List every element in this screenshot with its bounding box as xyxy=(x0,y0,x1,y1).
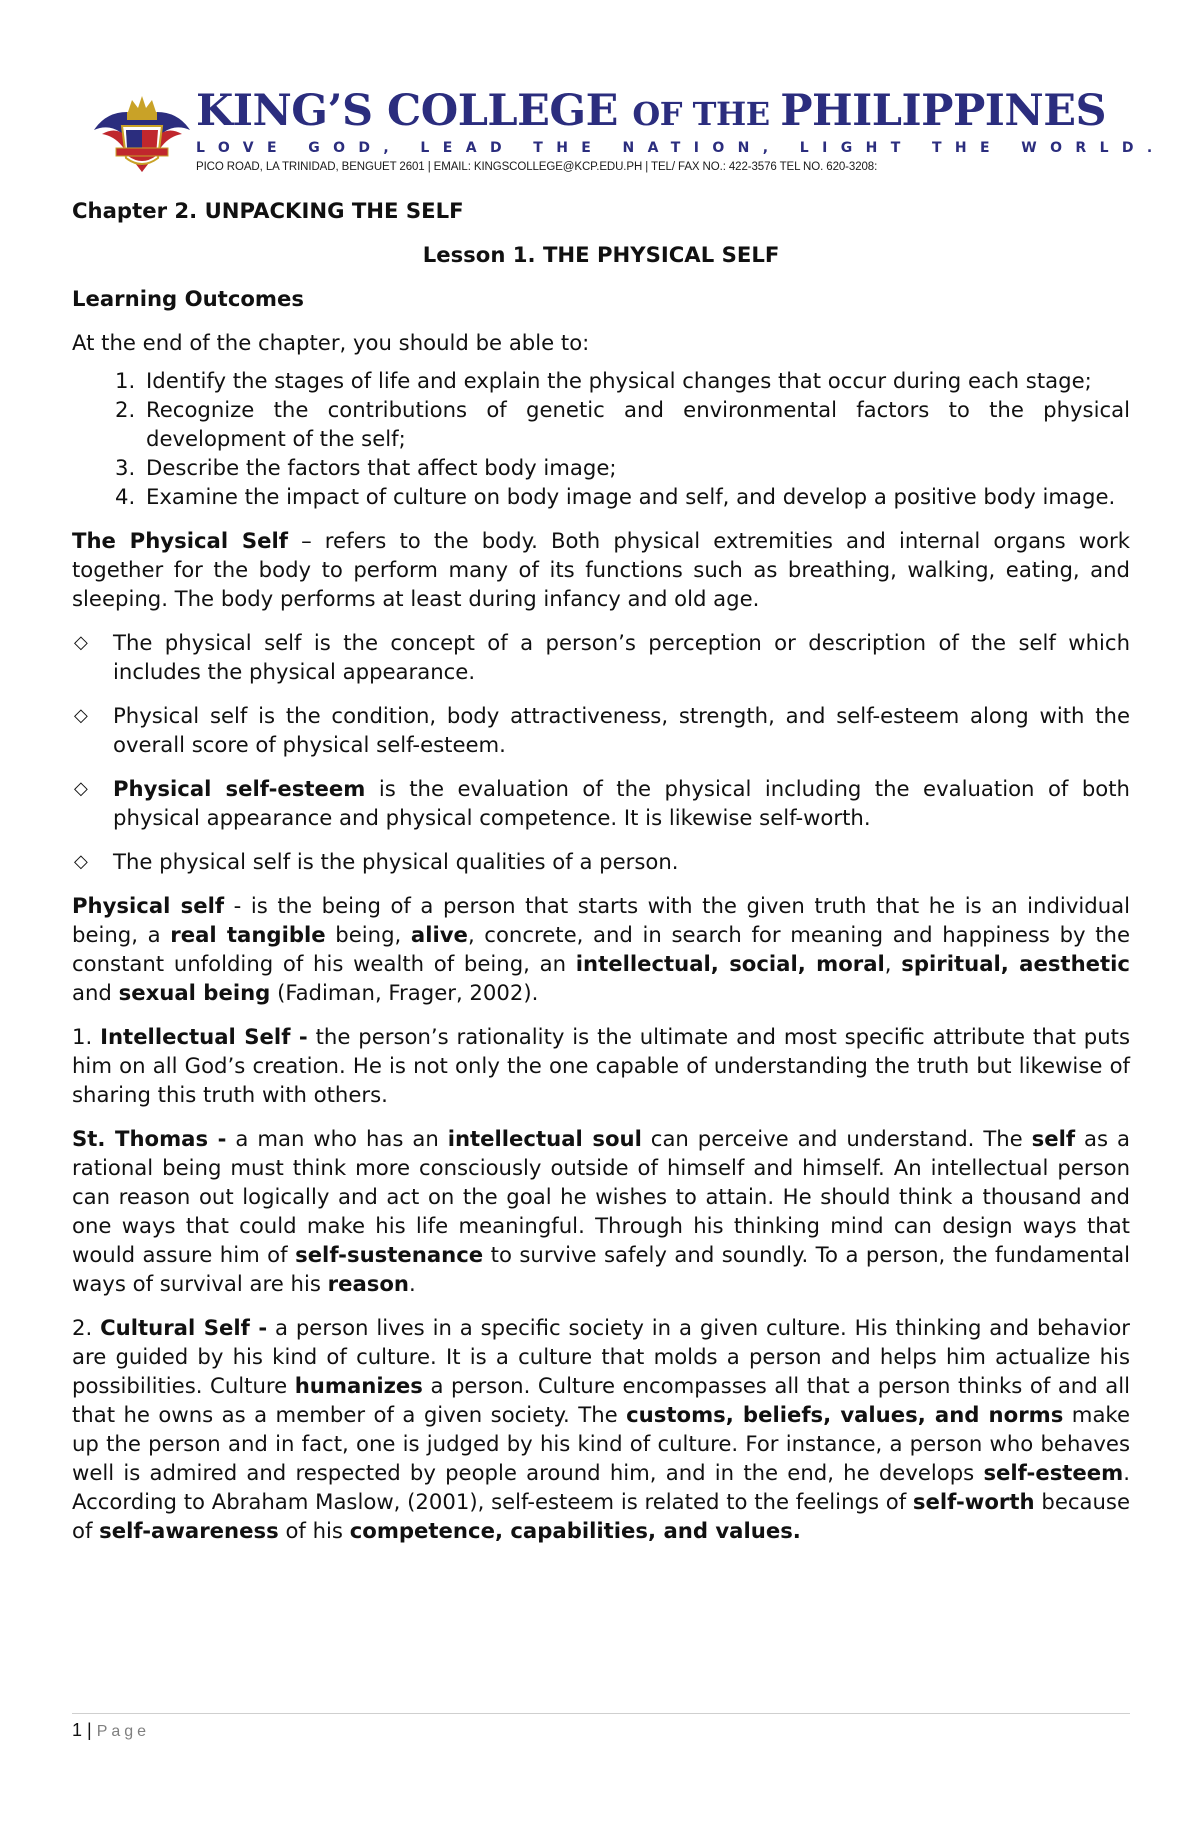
text: make up the person and in fact, one is judged by his kind of culture. For instance, a person who behaves well is admired and respected by people around him, and in the end, he develops xyxy=(72,1402,1130,1485)
document-body xyxy=(72,196,1130,1560)
text: , concrete, and in search for meaning and happiness by the constant unfolding of his wealth of being, an xyxy=(72,922,1131,976)
term: Physical self-esteem xyxy=(113,776,366,801)
college-name-part: PHILIPPINES xyxy=(780,86,1107,136)
term: humanizes xyxy=(294,1373,423,1398)
term: The Physical Self xyxy=(72,528,288,553)
term: Physical self xyxy=(72,893,225,918)
text: , xyxy=(884,951,902,976)
diamond-bullet-list xyxy=(72,628,1130,876)
text: of his xyxy=(278,1518,350,1543)
term: self xyxy=(1031,1126,1076,1151)
college-motto: LOVE GOD, LEAD THE NATION, LIGHT THE WORLD. xyxy=(196,140,1166,156)
diamond-bullet-icon: ◇ xyxy=(74,705,88,726)
text: and xyxy=(72,980,119,1005)
bullet-item xyxy=(72,847,1130,876)
text: . According to Abraham Maslow, (2001), self-esteem is related to the feelings of xyxy=(72,1460,1130,1514)
term: competence, capabilities, and values. xyxy=(349,1518,801,1543)
college-name-part: KING’S COLLEGE xyxy=(196,86,633,136)
diamond-bullet-icon: ◇ xyxy=(74,778,88,799)
college-seal-logo xyxy=(92,86,192,178)
term: St. Thomas - xyxy=(72,1126,227,1151)
term: self-sustenance xyxy=(295,1242,484,1267)
page-number: 1 xyxy=(72,1720,83,1740)
page-label: Page xyxy=(96,1723,151,1740)
text: the person’s rationality is the ultimate and most specific attribute that puts him on all God’s creation. He is not only the one capable of understanding the truth but likewise of sharing this truth with others. xyxy=(72,1024,1130,1107)
outcome-item: 3. Describe the factors that affect body image; xyxy=(142,453,1130,482)
term: spiritual, aesthetic xyxy=(901,951,1130,976)
college-name xyxy=(196,86,1106,136)
diamond-bullet-icon: ◇ xyxy=(74,632,88,653)
lesson-title: Lesson 1. THE PHYSICAL SELF xyxy=(422,242,780,267)
physical-self-definition xyxy=(72,526,1130,613)
text: because of xyxy=(72,1489,1130,1543)
term: self-awareness xyxy=(99,1518,279,1543)
cultural-self-paragraph xyxy=(72,1313,1130,1545)
term: reason xyxy=(327,1271,409,1296)
college-address: PICO ROAD, LA TRINIDAD, BENGUET 2601 | EMAIL: KINGSCOLLEGE@KCP.EDU.PH | TEL/ FAX NO.: 422-3576 TEL NO. 620-3208: xyxy=(196,161,878,173)
text: as a rational being must think more consciously outside of himself and himself. An intellectual person can reason out logically and act on the goal he wishes to attain. He should think a thousand and one ways that could make his life meaningful. Through his thinking mind can design ways that would assure him of xyxy=(72,1126,1130,1267)
term: real tangible xyxy=(170,922,326,947)
text: (Fadiman, Frager, 2002). xyxy=(270,980,539,1005)
term: intellectual, social, moral xyxy=(575,951,885,976)
term: self-esteem xyxy=(983,1460,1124,1485)
bullet-text: Physical self is the condition, body attractiveness, strength, and self-esteem along with the overall score of physical self-esteem. xyxy=(113,703,1130,757)
definition-text: – refers to the body. Both physical extremities and internal organs work together for the body to perform many of its functions such as breathing, walking, eating, and sleeping. The body performs at least during infancy and old age. xyxy=(72,528,1130,611)
term: sexual being xyxy=(118,980,271,1005)
text: being, xyxy=(325,922,411,947)
footer-separator: | xyxy=(82,1720,97,1740)
bullet-item xyxy=(72,628,1130,686)
bullet-text: The physical self is the physical qualities of a person. xyxy=(113,849,679,874)
term: Intellectual Self - xyxy=(100,1024,308,1049)
text: can perceive and understand. The xyxy=(641,1126,1032,1151)
outcomes-list xyxy=(72,366,1130,511)
item-number: 2. xyxy=(72,1315,101,1340)
page-footer xyxy=(72,1718,150,1744)
chapter-title: Chapter 2. UNPACKING THE SELF xyxy=(72,198,464,223)
college-name-of: OF THE xyxy=(632,95,781,133)
text: a person lives in a specific society in a given culture. His thinking and behavior are guided by his kind of culture. It is a culture that molds a person and helps him actualize his possibilities. Culture xyxy=(72,1315,1130,1398)
bullet-item xyxy=(72,774,1130,832)
bullet-text: is the evaluation of the physical including the evaluation of both physical appearance and physical competence. It is likewise self-worth. xyxy=(113,776,1130,830)
term: self-worth xyxy=(912,1489,1035,1514)
outcomes-intro: At the end of the chapter, you should be able to: xyxy=(72,330,590,355)
item-number: 1. xyxy=(72,1024,101,1049)
term: customs, beliefs, values, and norms xyxy=(626,1402,1064,1427)
text: - is the being of a person that starts with the given truth that he is an individual being, a xyxy=(72,893,1130,947)
text: to survive safely and soundly. To a person, the fundamental ways of survival are his xyxy=(72,1242,1130,1296)
diamond-bullet-icon: ◇ xyxy=(74,851,88,872)
footer-divider xyxy=(72,1713,1130,1714)
bullet-text: The physical self is the concept of a person’s perception or description of the self which includes the physical appearance. xyxy=(113,630,1130,684)
physical-self-paragraph xyxy=(72,891,1130,1007)
outcomes-heading: Learning Outcomes xyxy=(72,286,304,311)
intellectual-self-paragraph xyxy=(72,1022,1130,1109)
text: a person. Culture encompasses all that a person thinks of and all that he owns as a member of a given society. The xyxy=(72,1373,1130,1427)
term: intellectual soul xyxy=(447,1126,642,1151)
bullet-item xyxy=(72,701,1130,759)
text: . xyxy=(409,1271,416,1296)
term: Cultural Self - xyxy=(100,1315,268,1340)
outcome-item: 4. Examine the impact of culture on body image and self, and develop a positive body image. xyxy=(142,482,1130,511)
letterhead xyxy=(92,86,1166,182)
outcome-item: 1. Identify the stages of life and explain the physical changes that occur during each stage; xyxy=(142,366,1130,395)
term: alive xyxy=(410,922,468,947)
text: a man who has an xyxy=(226,1126,448,1151)
st-thomas-paragraph xyxy=(72,1124,1130,1298)
outcome-item: 2. Recognize the contributions of genetic and environmental factors to the physical development of the self; xyxy=(142,395,1130,453)
